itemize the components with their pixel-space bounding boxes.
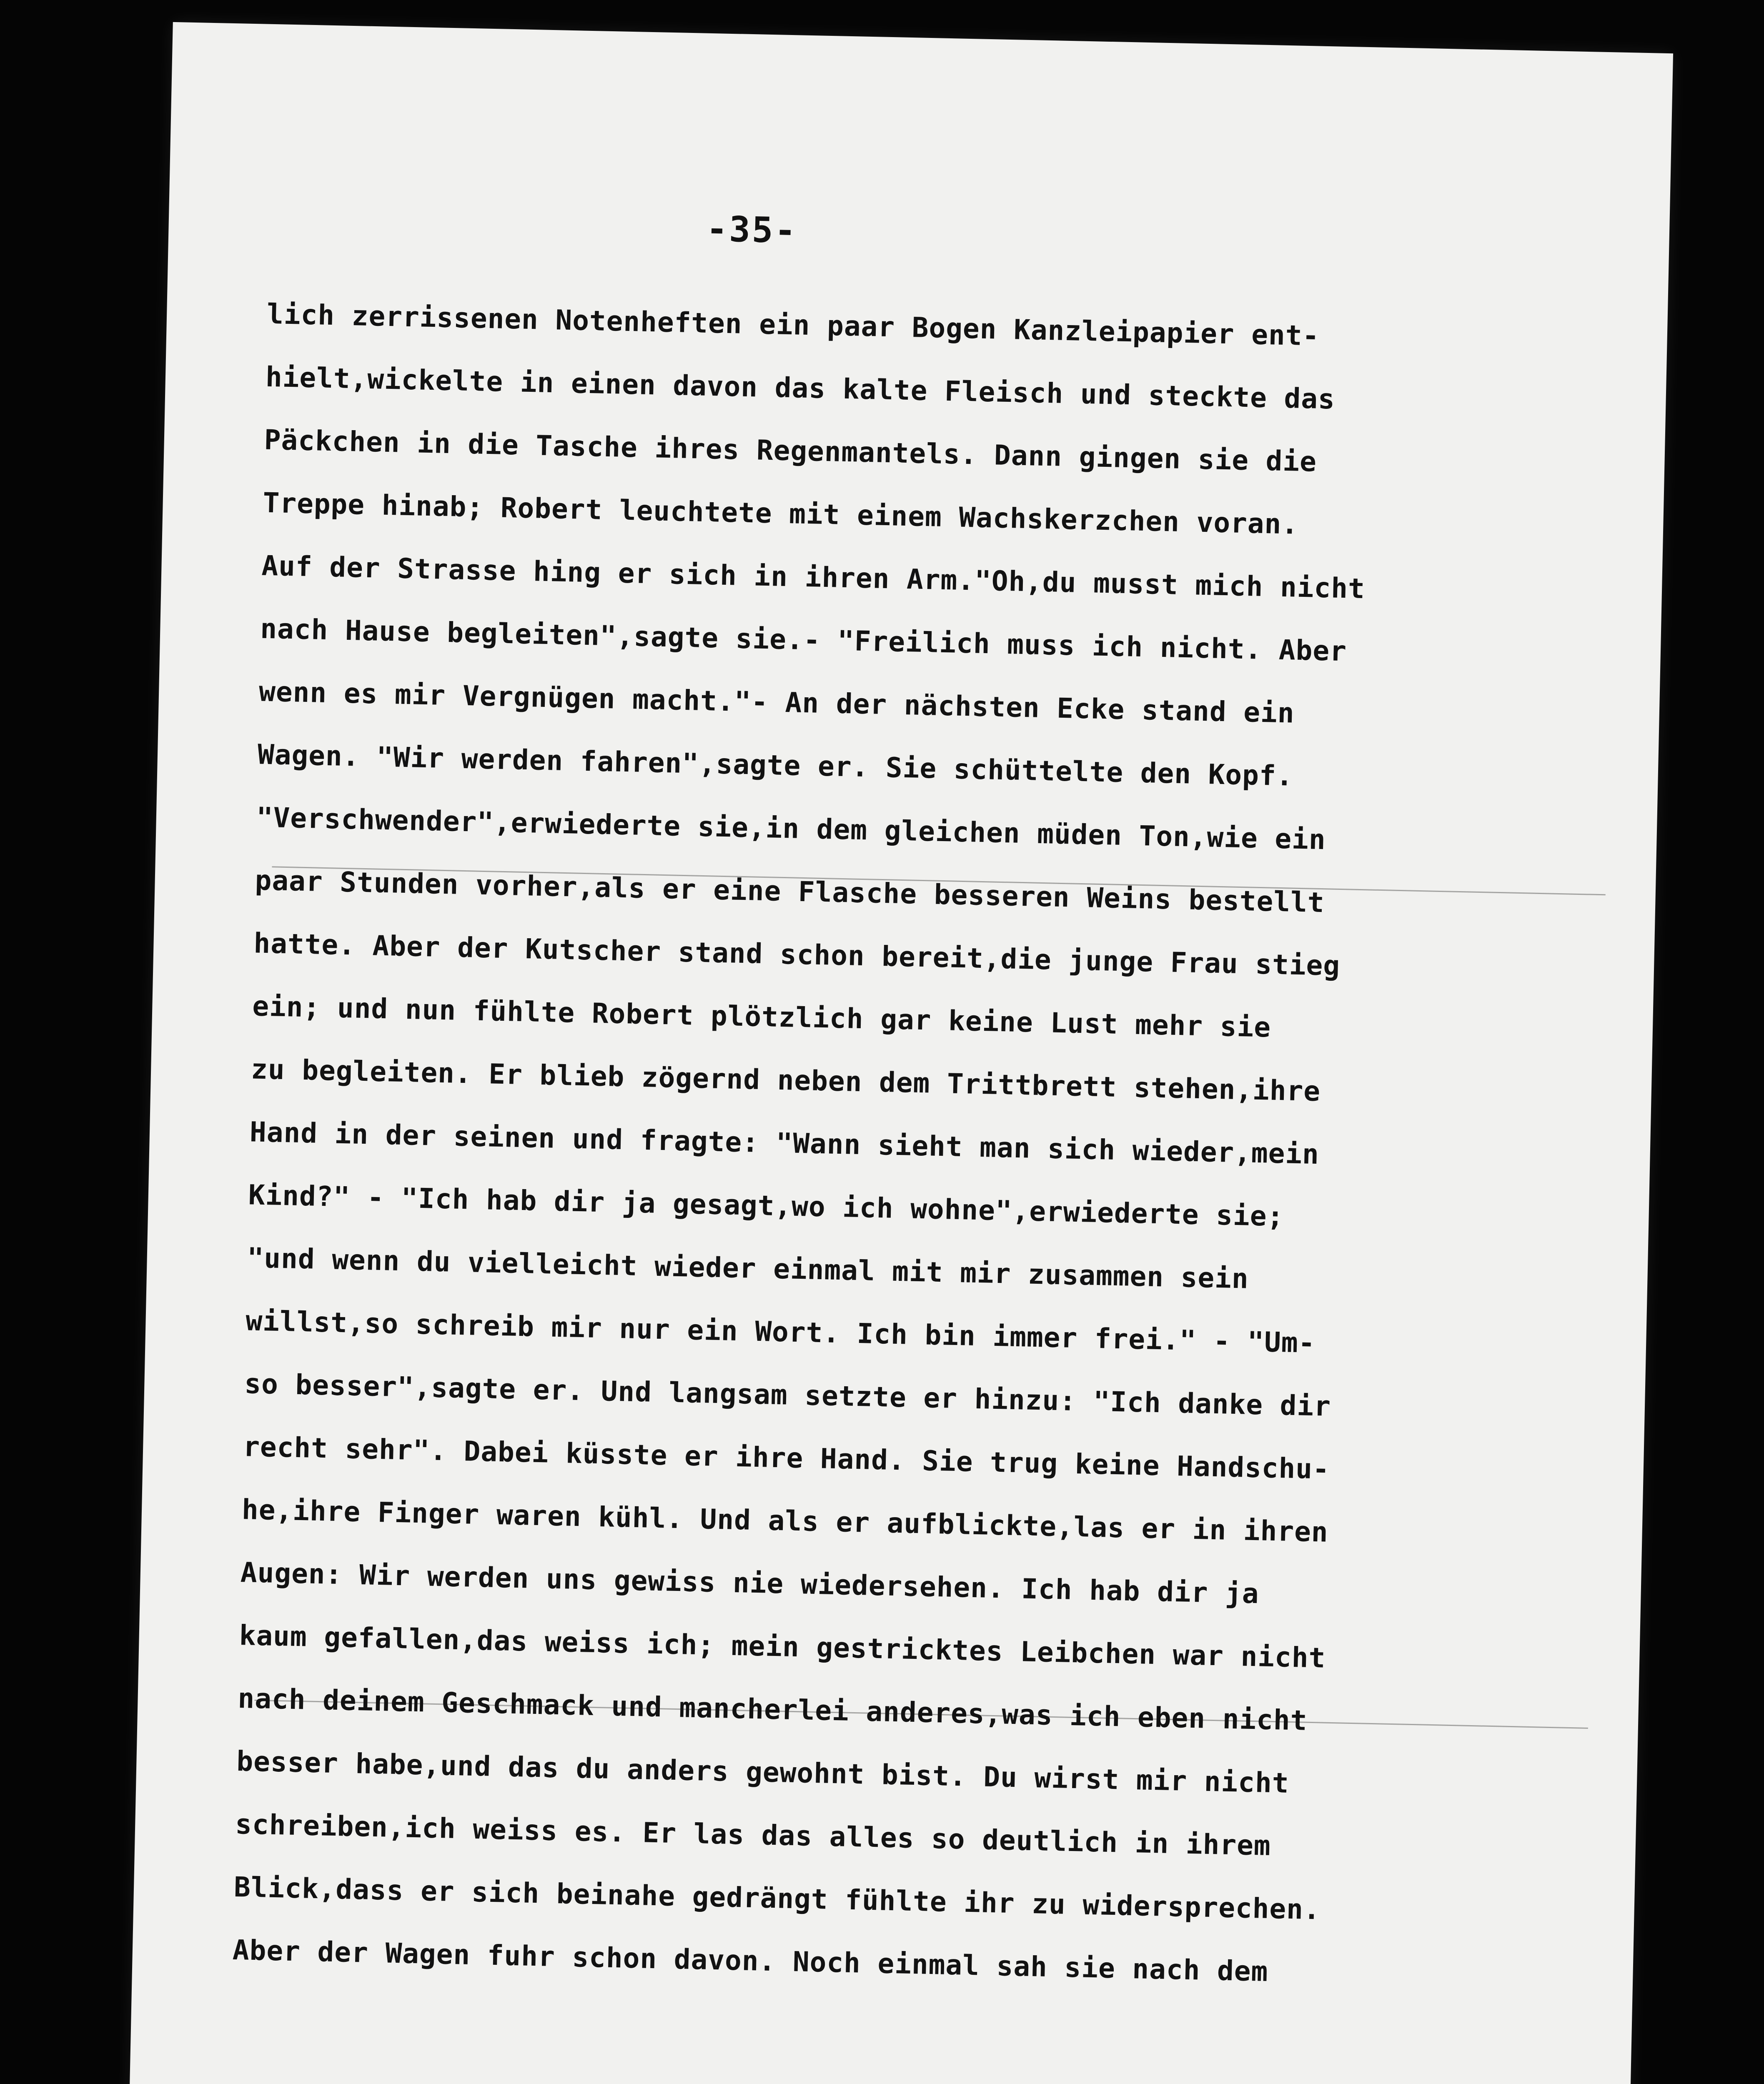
- text-line: Hand in der seinen und fragte: "Wann sieht man sich wieder,mein: [249, 1116, 1320, 1171]
- text-line: schreiben,ich weiss es. Er las das alles so deutlich in ihrem: [235, 1808, 1271, 1862]
- text-line: zu begleiten. Er blieb zögernd neben dem Trittbrett stehen,ihre: [251, 1053, 1321, 1108]
- text-line: Aber der Wagen fuhr schon davon. Noch einmal sah sie nach dem: [232, 1934, 1269, 1988]
- text-line: besser habe,und das du anders gewohnt bist. Du wirst mir nicht: [236, 1745, 1290, 1799]
- text-line: hielt,wickelte in einen davon das kalte Fleisch und steckte das: [265, 361, 1336, 416]
- typewritten-page: [128, 22, 1673, 2084]
- text-line: hatte. Aber der Kutscher stand schon bereit,die junge Frau stieg: [253, 927, 1341, 982]
- text-line: "Verschwender",erwiederte sie,in dem gleichen müden Ton,wie ein: [256, 801, 1326, 856]
- text-line: so besser",sagte er. Und langsam setzte er hinzu: "Ich danke dir: [244, 1368, 1331, 1423]
- text-line: nach deinem Geschmack und mancherlei anderes,was ich eben nicht: [237, 1682, 1308, 1737]
- text-line: he,ihre Finger waren kühl. Und als er aufblickte,las er in ihren: [241, 1493, 1329, 1548]
- text-line: Treppe hinab; Robert leuchtete mit einem Wachskerzchen voran.: [262, 486, 1299, 541]
- text-line: willst,so schreib mir nur ein Wort. Ich bin immer frei." - "Um-: [245, 1305, 1316, 1359]
- text-line: Auf der Strasse hing er sich in ihren Arm."Oh,du musst mich nicht: [261, 549, 1366, 605]
- text-line: ein; und nun fühlte Robert plötzlich gar keine Lust mehr sie: [252, 990, 1271, 1044]
- text-line: Kind?" - "Ich hab dir ja gesagt,wo ich wohne",erwiederte sie;: [248, 1179, 1285, 1233]
- text-line: recht sehr". Dabei küsste er ihre Hand. Sie trug keine Handschu-: [243, 1430, 1330, 1485]
- text-line: Augen: Wir werden uns gewiss nie wiedersehen. Ich hab dir ja: [240, 1556, 1260, 1610]
- text-line: Wagen. "Wir werden fahren",sagte er. Sie schüttelte den Kopf.: [257, 738, 1294, 792]
- text-line: lich zerrissenen Notenheften ein paar Bogen Kanzleipapier ent-: [266, 298, 1320, 352]
- page-number: -35-: [706, 208, 798, 251]
- text-line: paar Stunden vorher,als er eine Flasche besseren Weins bestellt: [254, 864, 1325, 919]
- text-line: Blick,dass er sich beinahe gedrängt fühlte ihr zu widersprechen.: [233, 1871, 1321, 1926]
- text-line: kaum gefallen,das weiss ich; mein gestricktes Leibchen war nicht: [239, 1619, 1326, 1674]
- text-line: Päckchen in die Tasche ihres Regenmantels. Dann gingen sie die: [264, 423, 1317, 478]
- body-text: [232, 283, 1601, 2009]
- text-line: wenn es mir Vergnügen macht."- An der nächsten Ecke stand ein: [258, 675, 1295, 729]
- text-line: nach Hause begleiten",sagte sie.- "Freilich muss ich nicht. Aber: [260, 612, 1347, 668]
- text-line: "und wenn du vielleicht wieder einmal mit mir zusammen sein: [246, 1242, 1249, 1295]
